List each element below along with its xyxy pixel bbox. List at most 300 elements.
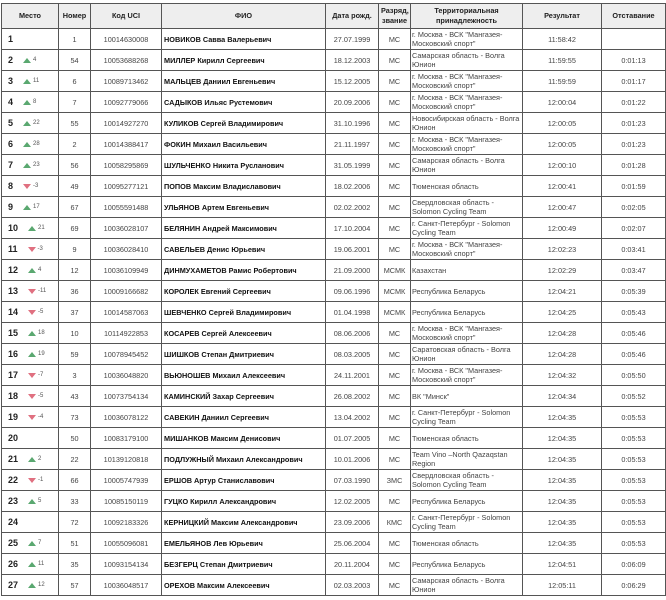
place: 20 <box>8 432 19 443</box>
rank-cell: МС <box>379 71 411 92</box>
name-cell: ФОКИН Михаил Васильевич <box>162 134 326 155</box>
table-row <box>2 554 666 575</box>
place-cell <box>2 155 59 176</box>
rank-cell: МС <box>379 113 411 134</box>
position-change <box>28 539 41 548</box>
rank-cell: МСМК <box>379 302 411 323</box>
place: 3 <box>8 75 14 86</box>
uci-cell: 10036048820 <box>91 365 162 386</box>
gap-cell: 0:05:43 <box>602 302 666 323</box>
dob-cell: 01.07.2005 <box>326 428 379 449</box>
header-gap: Отставание <box>602 4 666 29</box>
place-cell <box>2 197 59 218</box>
team-cell: Team Vino –North Qazaqstan Region <box>411 449 523 470</box>
place-cell <box>2 176 59 197</box>
rank-cell: МС <box>379 218 411 239</box>
rank-cell: МС <box>379 575 411 596</box>
result-cell: 12:04:35 <box>523 428 602 449</box>
number-cell: 12 <box>59 260 91 281</box>
name-cell: ЕРШОВ Артур Станиславович <box>162 470 326 491</box>
name-cell: ПОДЛУЖНЫЙ Михаил Александрович <box>162 449 326 470</box>
arrow-up-icon <box>28 352 36 357</box>
dob-cell: 27.07.1999 <box>326 29 379 50</box>
place: 1 <box>8 33 14 44</box>
header-dob: Дата рожд. <box>326 4 379 29</box>
dob-cell: 20.09.2006 <box>326 92 379 113</box>
number-cell: 3 <box>59 365 91 386</box>
table-row <box>2 260 666 281</box>
arrow-up-icon <box>28 226 36 231</box>
table-row <box>2 365 666 386</box>
uci-cell: 10058295869 <box>91 155 162 176</box>
table-row <box>2 29 666 50</box>
position-change <box>28 392 43 401</box>
name-cell: УЛЬЯНОВ Артем Евгеньевич <box>162 197 326 218</box>
table-row <box>2 302 666 323</box>
place: 17 <box>8 369 19 380</box>
dob-cell: 13.04.2002 <box>326 407 379 428</box>
dob-cell: 26.08.2002 <box>326 386 379 407</box>
uci-cell: 10055096081 <box>91 533 162 554</box>
place-cell <box>2 92 59 113</box>
name-cell: НОВИКОВ Савва Валерьевич <box>162 29 326 50</box>
arrow-up-icon <box>23 121 31 126</box>
change-value: 12 <box>38 581 45 588</box>
team-cell: г. Москва - ВСК "Мангазея-Московский спорт" <box>411 29 523 50</box>
dob-cell: 08.03.2005 <box>326 344 379 365</box>
arrow-up-icon <box>28 331 36 336</box>
result-cell: 12:04:35 <box>523 491 602 512</box>
change-value: 7 <box>38 539 42 546</box>
gap-cell: 0:05:53 <box>602 449 666 470</box>
place-cell <box>2 491 59 512</box>
number-cell: 69 <box>59 218 91 239</box>
header-name: ФИО <box>162 4 326 29</box>
arrow-up-icon <box>28 499 36 504</box>
gap-cell: 0:05:53 <box>602 407 666 428</box>
uci-cell: 10114922853 <box>91 323 162 344</box>
result-cell: 12:00:04 <box>523 92 602 113</box>
gap-cell <box>602 29 666 50</box>
name-cell: КОРОЛЕК Евгений Сергеевич <box>162 281 326 302</box>
name-cell: ЕМЕЛЬЯНОВ Лев Юрьевич <box>162 533 326 554</box>
arrow-up-icon <box>23 163 31 168</box>
team-cell: г. Москва - ВСК "Мангазея-Московский спорт" <box>411 92 523 113</box>
change-value: 19 <box>38 350 45 357</box>
place: 23 <box>8 495 19 506</box>
arrow-down-icon <box>28 310 36 315</box>
place-cell <box>2 260 59 281</box>
change-value: 21 <box>38 224 45 231</box>
change-value: 8 <box>33 98 37 105</box>
gap-cell: 0:05:46 <box>602 344 666 365</box>
rank-cell: МС <box>379 554 411 575</box>
gap-cell: 0:01:13 <box>602 50 666 71</box>
position-change <box>28 476 43 485</box>
position-change <box>28 455 41 464</box>
team-cell: Казахстан <box>411 260 523 281</box>
team-cell: Республика Беларусь <box>411 281 523 302</box>
place-cell <box>2 218 59 239</box>
table-row <box>2 281 666 302</box>
result-cell: 12:02:23 <box>523 239 602 260</box>
change-value: -3 <box>33 182 39 189</box>
dob-cell: 31.05.1999 <box>326 155 379 176</box>
place: 16 <box>8 348 19 359</box>
arrow-up-icon <box>23 205 31 210</box>
gap-cell: 0:01:22 <box>602 92 666 113</box>
rank-cell: КМС <box>379 512 411 533</box>
place-cell <box>2 323 59 344</box>
dob-cell: 18.02.2006 <box>326 176 379 197</box>
number-cell: 10 <box>59 323 91 344</box>
gap-cell: 0:05:53 <box>602 470 666 491</box>
table-row <box>2 197 666 218</box>
number-cell: 43 <box>59 386 91 407</box>
team-cell: г. Москва - ВСК "Мангазея-Московский спорт" <box>411 365 523 386</box>
place: 21 <box>8 453 19 464</box>
result-cell: 12:04:35 <box>523 512 602 533</box>
place: 2 <box>8 54 14 65</box>
place-cell <box>2 239 59 260</box>
header-team: Территориальная принадлежность <box>411 4 523 29</box>
position-change <box>28 287 46 296</box>
table-row <box>2 575 666 596</box>
place: 19 <box>8 411 19 422</box>
place: 18 <box>8 390 19 401</box>
position-change <box>28 245 43 254</box>
place: 11 <box>8 243 18 254</box>
table-row <box>2 533 666 554</box>
position-change <box>23 182 38 191</box>
place-cell <box>2 470 59 491</box>
name-cell: КЕРНИЦКИЙ Максим Александрович <box>162 512 326 533</box>
result-cell: 12:04:28 <box>523 344 602 365</box>
header-uci: Код UCI <box>91 4 162 29</box>
dob-cell: 21.11.1997 <box>326 134 379 155</box>
result-cell: 12:04:35 <box>523 470 602 491</box>
name-cell: ОРЕХОВ Максим Алексеевич <box>162 575 326 596</box>
result-cell: 12:04:35 <box>523 407 602 428</box>
dob-cell: 08.06.2006 <box>326 323 379 344</box>
dob-cell: 12.02.2005 <box>326 491 379 512</box>
uci-cell: 10014927270 <box>91 113 162 134</box>
gap-cell: 0:03:41 <box>602 239 666 260</box>
name-cell: САВЕКИН Даниил Сергеевич <box>162 407 326 428</box>
place: 26 <box>8 558 19 569</box>
number-cell: 22 <box>59 449 91 470</box>
rank-cell: МС <box>379 386 411 407</box>
gap-cell: 0:05:53 <box>602 533 666 554</box>
team-cell: Самарская область - Волга Юнион <box>411 575 523 596</box>
place: 12 <box>8 264 19 275</box>
change-value: 2 <box>38 455 42 462</box>
table-row <box>2 71 666 92</box>
place-cell <box>2 428 59 449</box>
team-cell: ВК "Минск" <box>411 386 523 407</box>
gap-cell: 0:05:46 <box>602 323 666 344</box>
name-cell: МАЛЬЦЕВ Даниил Евгеньевич <box>162 71 326 92</box>
place: 5 <box>8 117 14 128</box>
number-cell: 9 <box>59 239 91 260</box>
rank-cell: МС <box>379 407 411 428</box>
place-cell <box>2 50 59 71</box>
arrow-up-icon <box>23 79 31 84</box>
place: 15 <box>8 327 19 338</box>
result-cell: 11:59:55 <box>523 50 602 71</box>
uci-cell: 10078945452 <box>91 344 162 365</box>
number-cell: 57 <box>59 575 91 596</box>
result-cell: 12:04:28 <box>523 323 602 344</box>
uci-cell: 10053688268 <box>91 50 162 71</box>
change-value: 22 <box>33 119 40 126</box>
place: 10 <box>8 222 19 233</box>
name-cell: САДЫКОВ Ильяс Рустемович <box>162 92 326 113</box>
number-cell: 54 <box>59 50 91 71</box>
result-cell: 12:04:32 <box>523 365 602 386</box>
arrow-down-icon <box>28 247 36 252</box>
dob-cell: 21.09.2000 <box>326 260 379 281</box>
number-cell: 51 <box>59 533 91 554</box>
arrow-up-icon <box>28 583 36 588</box>
uci-cell: 10085150119 <box>91 491 162 512</box>
rank-cell: МСМК <box>379 260 411 281</box>
result-cell: 12:00:47 <box>523 197 602 218</box>
place: 27 <box>8 579 19 590</box>
place-cell <box>2 281 59 302</box>
table-row <box>2 407 666 428</box>
result-cell: 11:59:59 <box>523 71 602 92</box>
place-cell <box>2 365 59 386</box>
change-value: -3 <box>37 245 43 252</box>
uci-cell: 10036028107 <box>91 218 162 239</box>
dob-cell: 09.06.1996 <box>326 281 379 302</box>
result-cell: 12:04:34 <box>523 386 602 407</box>
rank-cell: МС <box>379 491 411 512</box>
number-cell: 7 <box>59 92 91 113</box>
team-cell: Республика Беларусь <box>411 302 523 323</box>
team-cell: г. Москва - ВСК "Мангазея-Московский спорт" <box>411 71 523 92</box>
change-value: -5 <box>38 392 44 399</box>
rank-cell: МСМК <box>379 281 411 302</box>
place: 25 <box>8 537 19 548</box>
uci-cell: 10009166682 <box>91 281 162 302</box>
table-row <box>2 50 666 71</box>
result-cell: 12:00:41 <box>523 176 602 197</box>
place-cell <box>2 407 59 428</box>
change-value: -4 <box>38 413 44 420</box>
gap-cell: 0:01:59 <box>602 176 666 197</box>
team-cell: Свердловская область - Solomon Cycling Team <box>411 470 523 491</box>
header-number: Номер <box>59 4 91 29</box>
place-cell <box>2 302 59 323</box>
number-cell: 49 <box>59 176 91 197</box>
rank-cell: МС <box>379 533 411 554</box>
number-cell: 2 <box>59 134 91 155</box>
table-row <box>2 176 666 197</box>
place: 14 <box>8 306 19 317</box>
rank-cell: МС <box>379 155 411 176</box>
arrow-down-icon <box>28 478 36 483</box>
dob-cell: 07.03.1990 <box>326 470 379 491</box>
gap-cell: 0:02:07 <box>602 218 666 239</box>
change-value: -7 <box>38 371 44 378</box>
place: 22 <box>8 474 19 485</box>
uci-cell: 10089713462 <box>91 71 162 92</box>
change-value: 17 <box>33 203 40 210</box>
place-cell <box>2 344 59 365</box>
rank-cell: МС <box>379 365 411 386</box>
table-row <box>2 113 666 134</box>
gap-cell: 0:05:53 <box>602 491 666 512</box>
table-row <box>2 491 666 512</box>
team-cell: Республика Беларусь <box>411 554 523 575</box>
results-body <box>2 29 666 596</box>
header-row <box>2 4 666 29</box>
arrow-up-icon <box>28 541 36 546</box>
place: 4 <box>8 96 14 107</box>
arrow-down-icon <box>28 289 36 294</box>
uci-cell: 10036028410 <box>91 239 162 260</box>
table-row <box>2 449 666 470</box>
dob-cell: 02.02.2002 <box>326 197 379 218</box>
arrow-up-icon <box>28 457 36 462</box>
arrow-up-icon <box>28 268 36 273</box>
dob-cell: 15.12.2005 <box>326 71 379 92</box>
position-change <box>28 497 41 506</box>
position-change <box>23 161 40 170</box>
position-change <box>23 56 36 65</box>
position-change <box>23 98 36 107</box>
change-value: -1 <box>38 476 44 483</box>
gap-cell: 0:05:52 <box>602 386 666 407</box>
name-cell: ГУЦКО Кирилл Александрович <box>162 491 326 512</box>
result-cell: 12:00:10 <box>523 155 602 176</box>
rank-cell: МС <box>379 134 411 155</box>
position-change <box>28 413 43 422</box>
change-value: 28 <box>33 140 40 147</box>
team-cell: Тюменская область <box>411 428 523 449</box>
place: 9 <box>8 201 14 212</box>
place-cell <box>2 113 59 134</box>
arrow-down-icon <box>28 373 36 378</box>
place: 13 <box>8 285 19 296</box>
result-cell: 11:58:42 <box>523 29 602 50</box>
place-cell <box>2 29 59 50</box>
dob-cell: 20.11.2004 <box>326 554 379 575</box>
arrow-up-icon <box>28 562 36 567</box>
team-cell: г. Москва - ВСК "Мангазея-Московский спорт" <box>411 323 523 344</box>
change-value: 4 <box>38 266 42 273</box>
uci-cell: 10092183326 <box>91 512 162 533</box>
position-change <box>28 560 44 569</box>
number-cell: 67 <box>59 197 91 218</box>
number-cell: 37 <box>59 302 91 323</box>
team-cell: г. Санкт-Петербург - Solomon Cycling Team <box>411 407 523 428</box>
number-cell: 55 <box>59 113 91 134</box>
table-row <box>2 155 666 176</box>
name-cell: МИЛЛЕР Кирилл Сергеевич <box>162 50 326 71</box>
gap-cell: 0:06:09 <box>602 554 666 575</box>
dob-cell: 10.01.2006 <box>326 449 379 470</box>
change-value: 11 <box>38 560 45 567</box>
header-place: Место <box>2 4 59 29</box>
uci-cell: 10036078122 <box>91 407 162 428</box>
table-row <box>2 134 666 155</box>
place: 6 <box>8 138 14 149</box>
position-change <box>28 371 43 380</box>
rank-cell: МС <box>379 29 411 50</box>
arrow-up-icon <box>23 142 31 147</box>
team-cell: г. Москва - ВСК "Мангазея-Московский спорт" <box>411 134 523 155</box>
header-result: Результат <box>523 4 602 29</box>
uci-cell: 10092779066 <box>91 92 162 113</box>
arrow-up-icon <box>23 58 31 63</box>
team-cell: Тюменская область <box>411 533 523 554</box>
uci-cell: 10055591488 <box>91 197 162 218</box>
result-cell: 12:04:35 <box>523 449 602 470</box>
position-change <box>28 308 43 317</box>
uci-cell: 10036109949 <box>91 260 162 281</box>
name-cell: ШЕВЧЕНКО Сергей Владимирович <box>162 302 326 323</box>
header-rank: Разряд, звание <box>379 4 411 29</box>
position-change <box>28 350 45 359</box>
uci-cell: 10073754134 <box>91 386 162 407</box>
rank-cell: МС <box>379 176 411 197</box>
dob-cell: 19.06.2001 <box>326 239 379 260</box>
result-cell: 12:04:35 <box>523 533 602 554</box>
place: 24 <box>8 516 19 527</box>
table-row <box>2 386 666 407</box>
number-cell: 66 <box>59 470 91 491</box>
gap-cell: 0:05:39 <box>602 281 666 302</box>
change-value: 11 <box>33 77 40 84</box>
uci-cell: 10095277121 <box>91 176 162 197</box>
name-cell: ШУЛЬЧЕНКО Никита Русланович <box>162 155 326 176</box>
name-cell: САВЕЛЬЕВ Денис Юрьевич <box>162 239 326 260</box>
uci-cell: 10014587063 <box>91 302 162 323</box>
team-cell: г. Москва - ВСК "Мангазея-Московский спорт" <box>411 239 523 260</box>
change-value: 4 <box>33 56 37 63</box>
team-cell: Самарская область - Волга Юнион <box>411 155 523 176</box>
number-cell: 50 <box>59 428 91 449</box>
uci-cell: 10139120818 <box>91 449 162 470</box>
number-cell: 35 <box>59 554 91 575</box>
gap-cell: 0:06:29 <box>602 575 666 596</box>
table-row <box>2 239 666 260</box>
place-cell <box>2 134 59 155</box>
position-change <box>28 329 45 338</box>
uci-cell: 10083179100 <box>91 428 162 449</box>
rank-cell: МС <box>379 323 411 344</box>
position-change <box>23 119 40 128</box>
name-cell: КОСАРЕВ Сергей Алексеевич <box>162 323 326 344</box>
result-cell: 12:00:05 <box>523 134 602 155</box>
dob-cell: 31.10.1996 <box>326 113 379 134</box>
name-cell: ШИШКОВ Степан Дмитриевич <box>162 344 326 365</box>
gap-cell: 0:02:05 <box>602 197 666 218</box>
name-cell: МИШАНКОВ Максим Денисович <box>162 428 326 449</box>
arrow-down-icon <box>23 184 31 189</box>
result-cell: 12:04:51 <box>523 554 602 575</box>
position-change <box>23 77 39 86</box>
number-cell: 73 <box>59 407 91 428</box>
table-row <box>2 344 666 365</box>
number-cell: 59 <box>59 344 91 365</box>
name-cell: ДИНМУХАМЕТОВ Рамис Робертович <box>162 260 326 281</box>
result-cell: 12:02:29 <box>523 260 602 281</box>
number-cell: 72 <box>59 512 91 533</box>
